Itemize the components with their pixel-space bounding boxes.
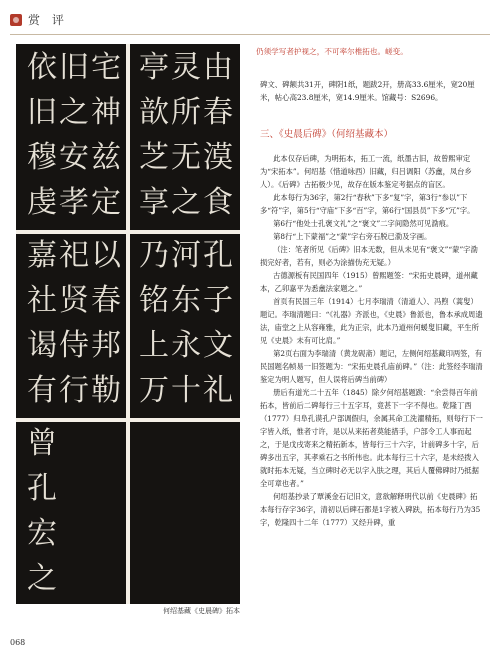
paragraph: 第2页右面为李瑞清（黄龙砚斋）题记，左侧何绍基藏印两签，有民国题名帧易一旧签题为：“宋拓史晨孔庙前碑。”（注：此签经李瑞清鉴定为明人题写，但人误将后碑当前碑） <box>260 349 483 384</box>
rubbing-character: 穆 <box>27 140 57 175</box>
rubbing-character: 之 <box>59 95 89 130</box>
rubbing-character: 享 <box>139 185 169 220</box>
rubbing-character: 礼 <box>203 373 233 408</box>
rubbing-character: 之 <box>27 561 57 596</box>
rubbing-character: 以 <box>91 238 121 273</box>
section-label: 赏 评 <box>28 13 68 27</box>
rubbing-character: 依 <box>27 50 57 85</box>
section-heading: 三、《史晨后碑》（何绍基藏本） <box>260 129 394 140</box>
panel-gap <box>16 230 240 234</box>
paragraph: 此本仅存后碑，为明拓本，拓工一流，纸墨古旧，故曾熙审定为“宋拓本”。何绍基（惜道咏西）旧藏，归吕调阳（苏盦，凤台乡人）。《后碑》古拓极少见，故存在版本鉴定考据点的盲区。 <box>260 154 472 189</box>
paragraph: 首页有民国三年（1914）七月李瑞清（清道人）、冯煦（蒿叟）题记。李瑞清题曰：“《礼器》齐派也，《史晨》鲁派也，鲁本承成周遗法，庙堂之上从容雍雅，此为正宗，此本乃道州何蝯叟旧藏，平生所见《史晨》未有可比肩。” <box>260 297 483 345</box>
rubbing-image <box>16 44 240 604</box>
rubbing-character: 芝 <box>139 140 169 175</box>
rubbing-character: 孝 <box>59 185 89 220</box>
rubbing-character: 由 <box>203 50 233 85</box>
rubbing-character: 铭 <box>139 283 169 318</box>
rubbing-character: 永 <box>171 328 201 363</box>
paragraph: 古德源板有民国四年（1915）曾熙题签：“宋拓史晨碑，道州藏本，乙卯嘉平为悉盦法家题之。” <box>260 271 478 293</box>
rubbing-character: 灵 <box>171 50 201 85</box>
rubbing-character: 万 <box>139 373 169 408</box>
rubbing-character: 谒 <box>27 328 57 363</box>
rubbing-character: 祀 <box>59 238 89 273</box>
rubbing-character: 宏 <box>27 516 57 551</box>
rubbing-character: 歆 <box>139 95 169 130</box>
rubbing-character: 漠 <box>203 140 233 175</box>
rubbing-character: 孔 <box>27 471 57 506</box>
header-rule <box>10 34 490 35</box>
rubbing-character: 定 <box>91 185 121 220</box>
rubbing-character: 勒 <box>91 373 121 408</box>
rubbing-character: 东 <box>171 283 201 318</box>
paragraph: 此本每行为36字，第2行“春秋”下多“复”字，第3行“参以”下多“符”字，第5行“守庙”下多“百”字，第6行“国县员”下多“冗”字。 <box>260 193 475 215</box>
image-caption: 何绍基藏《史晨碑》拓本 <box>163 607 240 615</box>
panel-gap <box>16 418 240 422</box>
rubbing-character: 旧 <box>27 95 57 130</box>
rubbing-character: 兹 <box>91 140 121 175</box>
rubbing-character: 所 <box>171 95 201 130</box>
object-metadata: 碑文、碑额共31开，碑阴1纸，题跋2开，册高33.6厘米，宽20厘米，帖心高23.8厘米，宽14.9厘米。馆藏号：S2696。 <box>260 80 475 102</box>
rubbing-character: 社 <box>27 283 57 318</box>
paragraph: 册后有道光二十五年（1845）除夕何绍基题跋：“余尝得百年前拓本，皆前后二碑每行三十五字耳，竟甚下一字不得也。乾隆丁酉（1777）归阜孔谟孔户部调假归，余属其命工洗濯精拓，则每行下一字皆入纸，惟者寸许，是以从来拓者莫能措手，户部令工人事而起之，于是戊戌寄来之精拓新本，皆每行三十六字，计前碑多十字，后碑多出五字，其孝乘石之书所伟也。此本每行三十六字，是未经拨入就时拓本无疑，当立碑时必无以字入肤之理，其后人覆佛碑时乃抵据全可章也者。” <box>260 388 483 488</box>
rubbing-character: 子 <box>203 283 233 318</box>
paragraph: 何绍基抄录了覃溪金石记旧文，意欲解释明代以前《史晨碑》拓本每行存字36字，清初以后碑石都是1字被入碑趺，拓本每行乃为35字，乾隆四十二年（1777）又经升碑，重 <box>260 492 481 527</box>
rubbing-character: 安 <box>59 140 89 175</box>
red-note: 仍须学写者护视之，不可率尔椎拓也。嵯变。 <box>256 47 408 56</box>
rubbing-character: 有 <box>27 373 57 408</box>
rubbing-character: 乃 <box>139 238 169 273</box>
rubbing-character: 亭 <box>139 50 169 85</box>
rubbing-character: 十 <box>171 373 201 408</box>
rubbing-character: 贤 <box>59 283 89 318</box>
seal-icon <box>10 14 22 26</box>
rubbing-character: 邦 <box>91 328 121 363</box>
rubbing-character: 宅 <box>91 50 121 85</box>
paragraph: （注：笔者所见《后碑》旧本无数，但从未见有“褒文”“蒙”字泐损完好者，若有，则必为涂描伪充无疑。） <box>260 245 478 267</box>
rubbing-character: 旧 <box>59 50 89 85</box>
rubbing-character: 文 <box>203 328 233 363</box>
paragraph: 第8行“上下蒙福”之“蒙”字右旁石脱已泐及字画。 <box>273 232 432 241</box>
rubbing-character: 神 <box>91 95 121 130</box>
rubbing-character: 春 <box>91 283 121 318</box>
page-header <box>10 8 490 36</box>
rubbing-character: 之 <box>171 185 201 220</box>
rubbing-character: 侍 <box>59 328 89 363</box>
rubbing-character: 无 <box>171 140 201 175</box>
rubbing-character: 食 <box>203 185 233 220</box>
panel-gap <box>126 44 130 604</box>
rubbing-character: 曾 <box>27 426 57 461</box>
rubbing-character: 上 <box>139 328 169 363</box>
paragraph: 第6行“他处士孔褒文礼”之“褒文”二字间隐然可见泐痕。 <box>273 219 454 228</box>
body-text <box>260 152 484 529</box>
rubbing-character: 河 <box>171 238 201 273</box>
rubbing-character: 虔 <box>27 185 57 220</box>
rubbing-character: 嘉 <box>27 238 57 273</box>
rubbing-character: 春 <box>203 95 233 130</box>
rubbing-character: 行 <box>59 373 89 408</box>
rubbing-character: 孔 <box>203 238 233 273</box>
page-number: 068 <box>10 638 26 647</box>
